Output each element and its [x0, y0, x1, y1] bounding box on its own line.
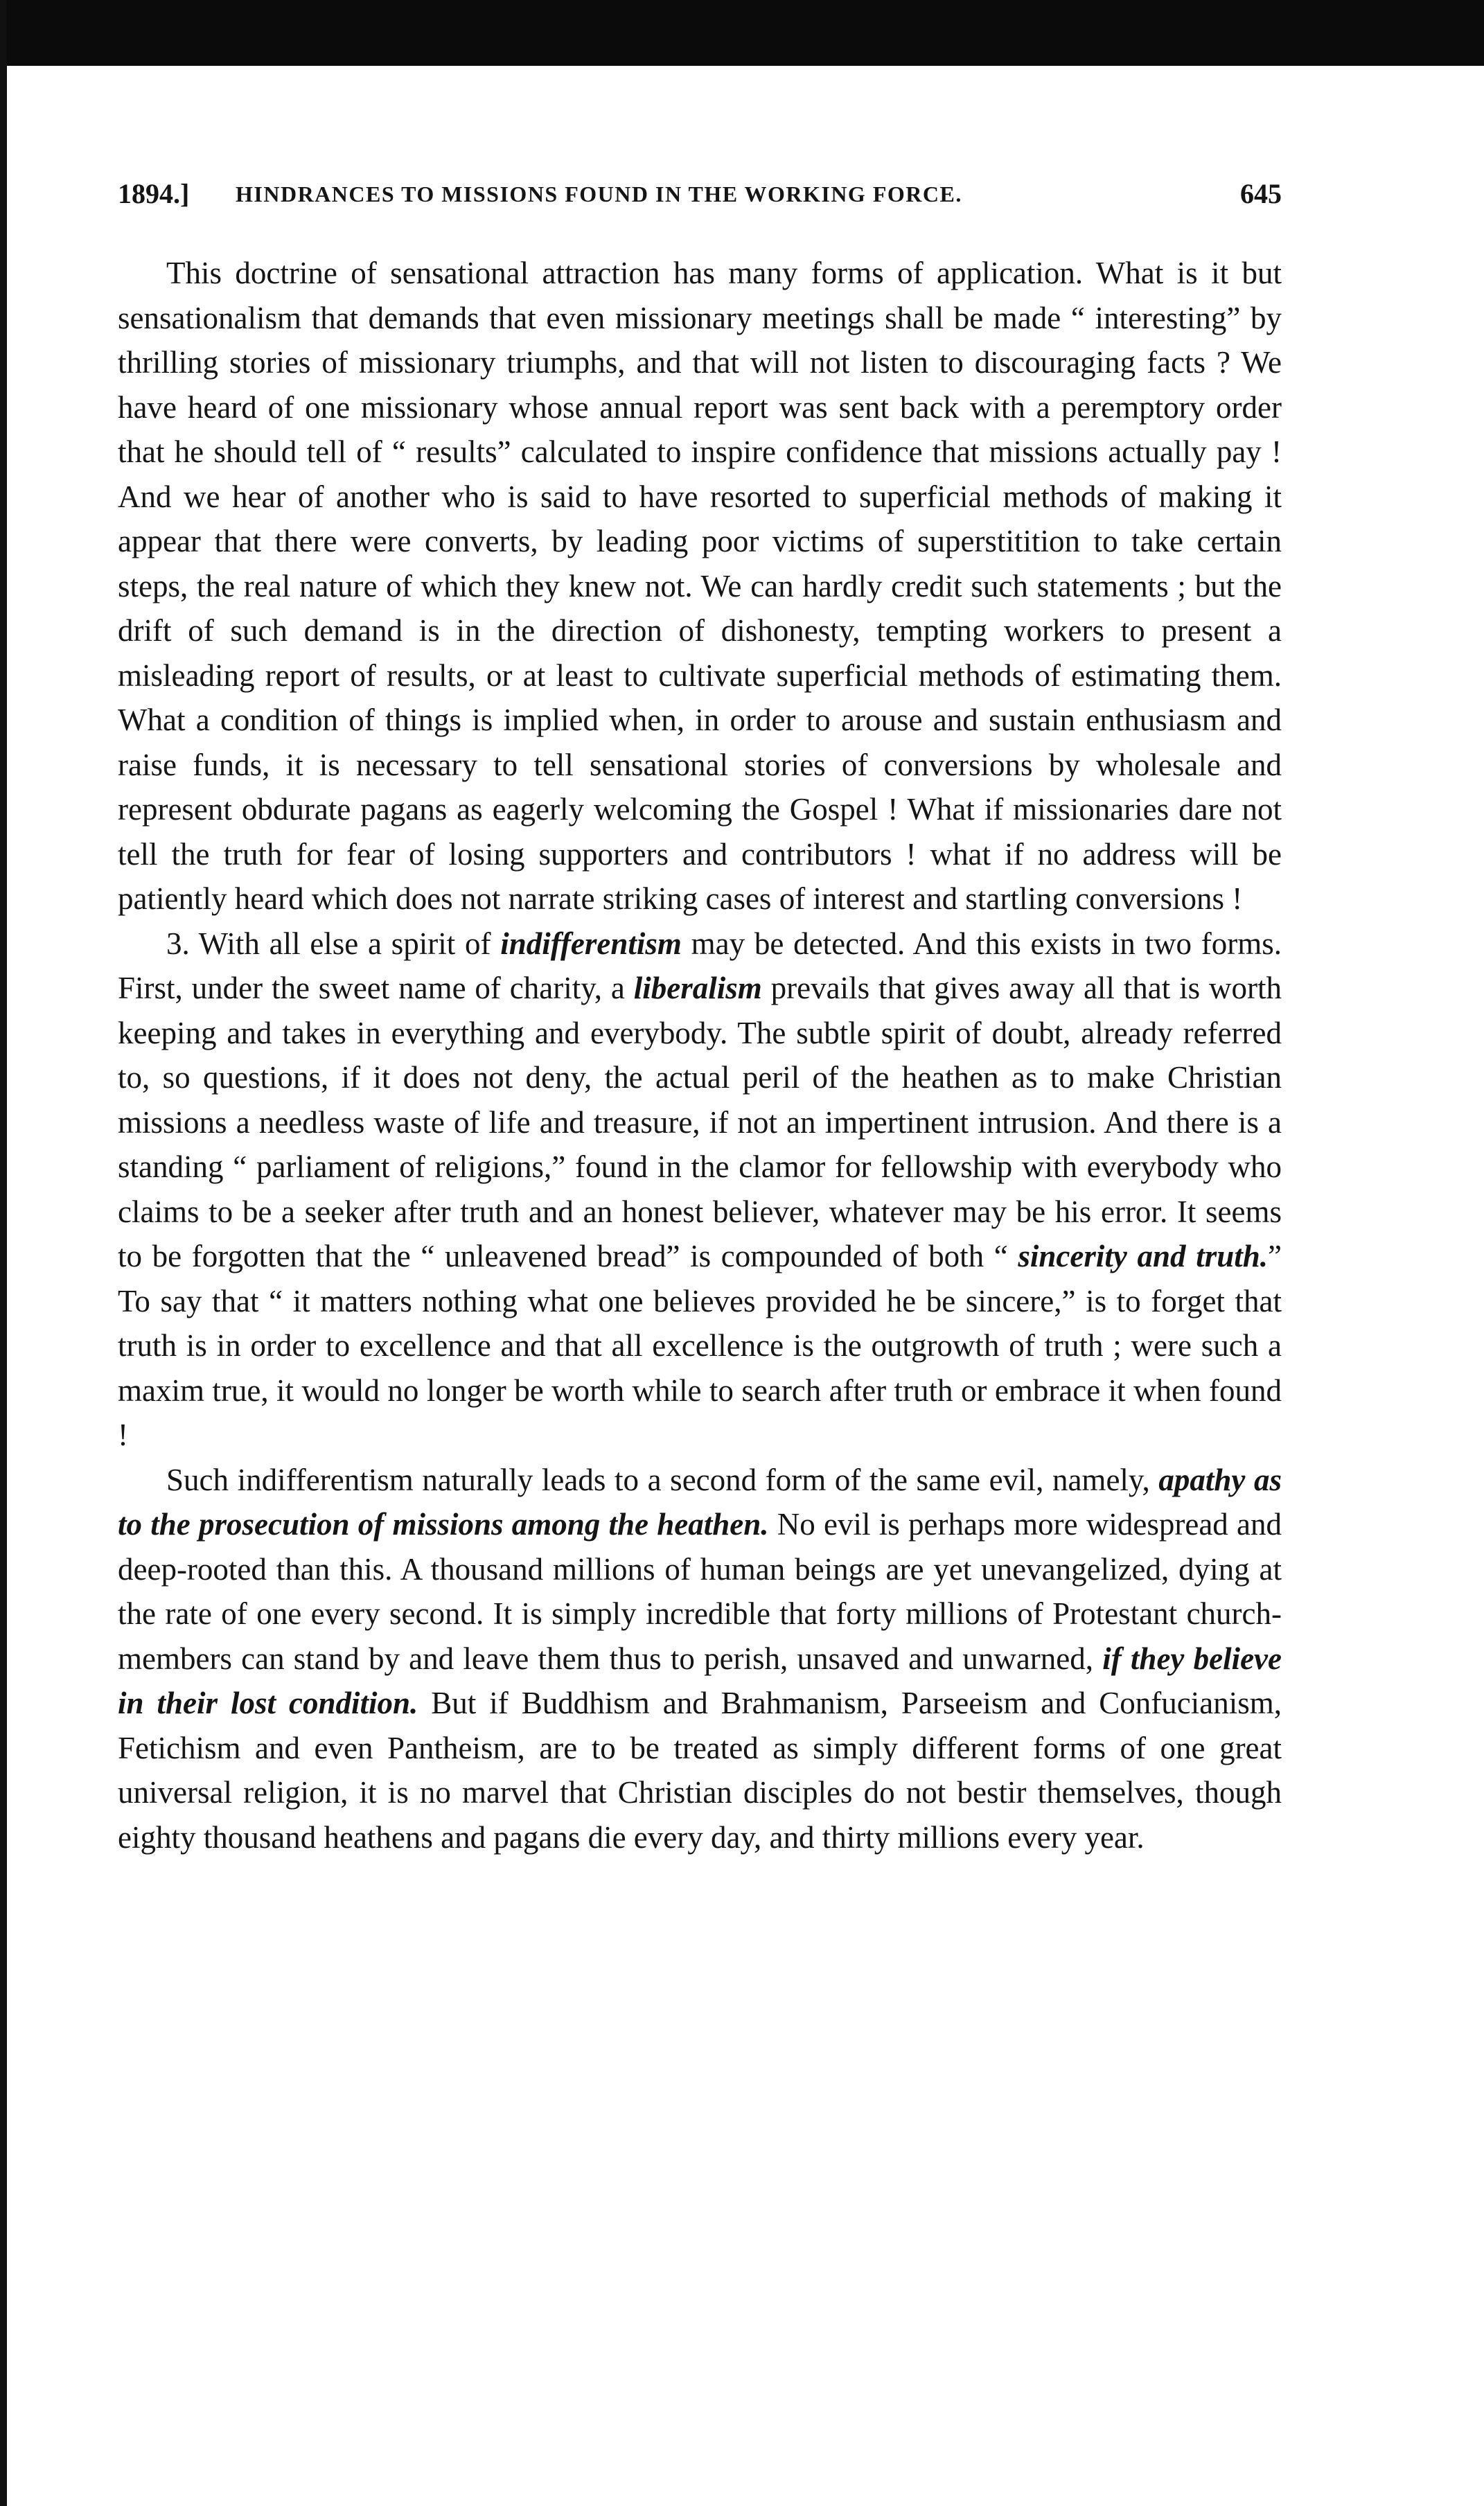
- italic-text: if they believe in their lost condition.: [118, 1641, 1282, 1720]
- italic-text: liberalism: [633, 971, 762, 1005]
- body-text: [118, 251, 1282, 1860]
- text-segment: 3. With all else a spirit of: [166, 926, 501, 961]
- text-segment: may be detected. And this exists in two forms. First, under the sweet name of charity, a: [118, 926, 1282, 1005]
- scan-border-left: [0, 0, 7, 2506]
- scan-border-top: [0, 0, 1484, 66]
- text-segment: ” To say that “ it matters nothing what one believes provided he be sincere,” is to forget that truth is in order to excellence and that all excellence is the outgrowth of truth ; were such a maxim true, it would no longer be worth while to search after truth or embrace it when found !: [118, 1239, 1282, 1452]
- text-segment: prevails that gives away all that is worth keeping and takes in everything and everybody. The subtle spirit of doubt, already referred to, so questions, if it does not deny, the actual peril of the heathen as to make Christian missions a needless waste of life and treasure, if not an impertinent intrusion. And there is a standing “ parliament of religions,” found in the clamor for fellowship with everybody who claims to be a seeker after truth and an honest believer, whatever may be his error. It seems to be forgotten that the “ unleavened bread” is compounded of both “: [118, 971, 1282, 1273]
- text-segment: No evil is perhaps more widespread and deep-rooted than this. A thousand millions of human beings are yet unevangelized, dying at the rate of one every second. It is simply incredible that forty millions of Protestant church-members can stand by and leave them thus to perish, unsaved and unwarned,: [118, 1507, 1282, 1676]
- running-head: [118, 173, 1282, 215]
- paragraph: [118, 1458, 1282, 1860]
- book-page: [118, 173, 1282, 1860]
- running-head-title: HINDRANCES TO MISSIONS FOUND IN THE WORKING FORCE.: [236, 182, 962, 206]
- page-number: 645: [1240, 178, 1282, 209]
- italic-text: sincerity and truth.: [1018, 1239, 1269, 1273]
- running-head-year: 1894.]: [118, 178, 190, 209]
- paragraph: [118, 251, 1282, 921]
- text-segment: Such indifferentism naturally leads to a second form of the same evil, namely,: [166, 1462, 1159, 1497]
- text-segment: This doctrine of sensational attraction has many forms of application. What is it but sensationalism that demands that even missionary meetings shall be made “ interesting” by thrilling stories of missionary triumphs, and that will not listen to discouraging facts ? We have heard of one missionary whose annual report was sent back with a peremptory order that he should tell of “ results” calculated to inspire confidence that missions actually pay ! And we hear of another who is said to have resorted to superficial methods of making it appear that there were converts, by leading poor victims of superstitition to take certain steps, the real nature of which they knew not. We can hardly credit such statements ; but the drift of such demand is in the direction of dishonesty, tempting workers to present a misleading report of results, or at least to cultivate superficial methods of estimating them. What a condition of things is implied when, in order to arouse and sustain enthusiasm and raise funds, it is necessary to tell sensational stories of conversions by wholesale and represent obdurate pagans as eagerly welcoming the Gospel ! What if missionaries dare not tell the truth for fear of losing supporters and contributors ! what if no address will be patiently heard which does not narrate striking cases of interest and startling conversions !: [118, 256, 1282, 916]
- paragraph: [118, 921, 1282, 1458]
- italic-text: indifferentism: [500, 926, 682, 961]
- italic-text: apathy as to the prosecution of missions among the heathen.: [118, 1462, 1282, 1542]
- text-segment: But if Buddhism and Brahmanism, Parseeism and Confucianism, Fetichism and even Pantheism, are to be treated as simply different forms of one great universal religion, it is no marvel that Christian disciples do not bestir themselves, though eighty thousand heathens and pagans die every day, and thirty millions every year.: [118, 1686, 1282, 1855]
